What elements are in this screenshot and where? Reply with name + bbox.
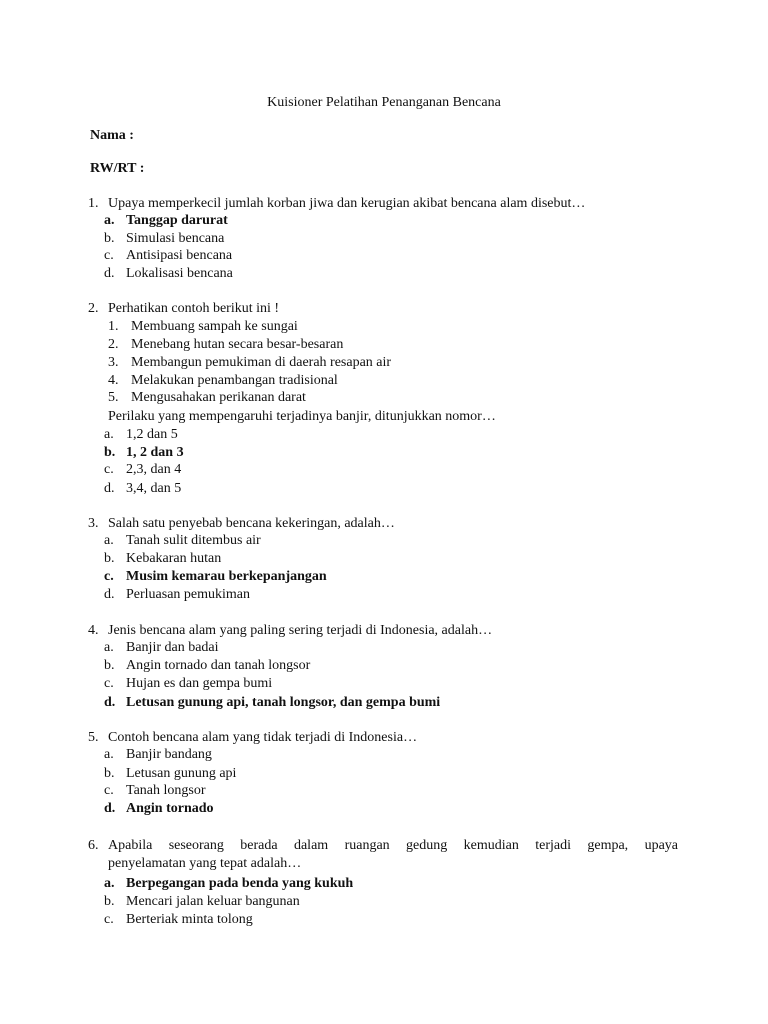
option-label: a. [104, 876, 115, 891]
option-text: Angin tornado [126, 801, 214, 816]
option-label: a. [104, 213, 115, 228]
page-title: Kuisioner Pelatihan Penanganan Bencana [267, 95, 501, 110]
name-field-label: Nama : [90, 128, 134, 143]
option-text: Tanah longsor [126, 783, 206, 798]
list-item-label: 3. [108, 355, 119, 370]
question-text-line2: penyelamatan yang tepat adalah… [108, 856, 302, 871]
question-text: Salah satu penyebab bencana kekeringan, adalah… [108, 516, 395, 531]
option-label: b. [104, 766, 115, 781]
option-text: Tanggap darurat [126, 213, 228, 228]
question-text: Upaya memperkecil jumlah korban jiwa dan kerugian akibat bencana alam disebut… [108, 196, 586, 211]
option-label: a. [104, 640, 114, 655]
list-item-label: 1. [108, 319, 119, 334]
question-text-line1: Apabila seseorang berada dalam ruangan gedung kemudian terjadi gempa, upaya [108, 838, 678, 853]
option-text: Kebakaran hutan [126, 551, 222, 566]
list-item-label: 2. [108, 337, 119, 352]
question-number: 1. [88, 196, 99, 211]
option-label: d. [104, 266, 115, 281]
option-label: c. [104, 462, 114, 477]
question-text: Jenis bencana alam yang paling sering terjadi di Indonesia, adalah… [108, 623, 493, 638]
option-label: b. [104, 894, 115, 909]
option-label: d. [104, 587, 115, 602]
option-text: Banjir dan badai [126, 640, 219, 655]
option-text: Letusan gunung api, tanah longsor, dan gempa bumi [126, 695, 441, 710]
option-text: Perluasan pemukiman [126, 587, 251, 602]
question-number: 3. [88, 516, 99, 531]
option-text: Simulasi bencana [126, 231, 225, 246]
option-label: b. [104, 658, 115, 673]
list-item-text: Melakukan penambangan tradisional [131, 373, 338, 388]
question-text: Contoh bencana alam yang tidak terjadi di Indonesia… [108, 730, 418, 745]
option-label: c. [104, 783, 114, 798]
question-number: 4. [88, 623, 99, 638]
option-label: a. [104, 533, 114, 548]
option-text: 1,2 dan 5 [126, 427, 178, 442]
option-label: c. [104, 676, 114, 691]
option-text: Tanah sulit ditembus air [126, 533, 261, 548]
option-label: b. [104, 231, 115, 246]
option-label: d. [104, 801, 116, 816]
question-number: 5. [88, 730, 99, 745]
option-text: Lokalisasi bencana [126, 266, 233, 281]
option-label: b. [104, 445, 116, 460]
option-text: Berpegangan pada benda yang kukuh [126, 876, 354, 891]
option-label: d. [104, 695, 116, 710]
option-label: a. [104, 747, 114, 762]
option-label: c. [104, 912, 114, 927]
question-text: Perhatikan contoh berikut ini ! [108, 301, 280, 316]
option-text: Antisipasi bencana [126, 248, 233, 263]
list-item-label: 4. [108, 373, 119, 388]
list-item-text: Menebang hutan secara besar-besaran [131, 337, 344, 352]
option-text: Angin tornado dan tanah longsor [126, 658, 311, 673]
rwrt-field-label: RW/RT : [90, 161, 145, 176]
question-number: 6. [88, 838, 99, 853]
option-label: c. [104, 248, 114, 263]
option-text: Mencari jalan keluar bangunan [126, 894, 300, 909]
option-text: Hujan es dan gempa bumi [126, 676, 273, 691]
option-label: b. [104, 551, 115, 566]
option-text: Letusan gunung api [126, 766, 237, 781]
option-label: d. [104, 481, 115, 496]
option-text: Berteriak minta tolong [126, 912, 253, 927]
option-text: 1, 2 dan 3 [126, 445, 184, 460]
option-label: a. [104, 427, 114, 442]
option-text: 3,4, dan 5 [126, 481, 182, 496]
question-number: 2. [88, 301, 99, 316]
question-followup: Perilaku yang mempengaruhi terjadinya banjir, ditunjukkan nomor… [108, 409, 496, 424]
option-label: c. [104, 569, 114, 584]
option-text: Banjir bandang [126, 747, 212, 762]
list-item-text: Mengusahakan perikanan darat [131, 390, 306, 405]
option-text: Musim kemarau berkepanjangan [126, 569, 327, 584]
option-text: 2,3, dan 4 [126, 462, 182, 477]
list-item-label: 5. [108, 390, 119, 405]
list-item-text: Membangun pemukiman di daerah resapan air [131, 355, 392, 370]
list-item-text: Membuang sampah ke sungai [131, 319, 298, 334]
